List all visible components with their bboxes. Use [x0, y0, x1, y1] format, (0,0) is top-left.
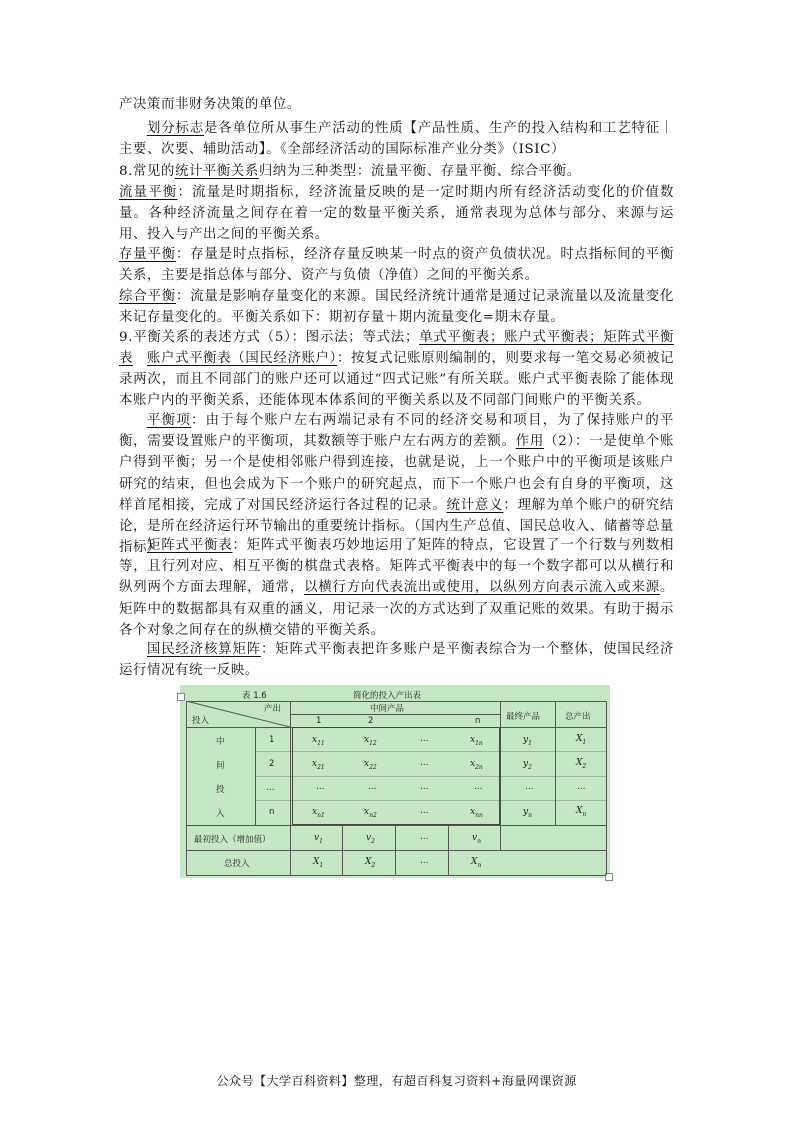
- rule: [186, 825, 606, 826]
- rule: [186, 850, 606, 851]
- cell-v1: $v_1$: [314, 833, 323, 845]
- paragraph-matrix-table: [119, 535, 674, 641]
- term-flow-balance: 流量平衡: [119, 185, 178, 200]
- text: ：由于每个账户左右两端记录有不同的经济交易和项目，为了保持账户的平衡，需要设置账户的平衡项，其数额等于账户左右两方的差额。: [119, 413, 674, 450]
- paragraph-continuation: [119, 94, 674, 115]
- term-balance-tables: 单式平衡表；账户式平衡表；矩阵式平衡表: [119, 330, 674, 367]
- corner-output-label: 产出: [264, 704, 282, 714]
- rule: [500, 701, 501, 825]
- corner-input-label: 投入: [192, 716, 210, 726]
- paragraph-item-8: [119, 161, 674, 182]
- text: ：流量是影响存量变化的来源。国民经济统计通常是通过记录流量以及流量变化来记存量变化的。平衡关系如下：期初存量＋期内流量变化=期末存量。: [119, 289, 674, 326]
- rule: [290, 714, 500, 715]
- text: 。矩阵中的数据都具有双重的涵义，用记录一次的方式达到了双重记账的效果。有助于揭示各个对象之间存在的纵横交错的平衡关系。: [119, 580, 674, 638]
- cell-total-Xn: $X_n$: [471, 857, 482, 869]
- term-account-table: 账户式平衡表（国民经济账户）: [147, 351, 337, 366]
- text: 归纳为三种类型：流量平衡、存量平衡、综合平衡。: [258, 164, 581, 179]
- text: ：流量是时期指标，经济流量反映的是一定时期内所有经济活动变化的价值数量。各种经济流量之间存在着一定的数量平衡关系，通常表现为总体与部分、来源与运用、投入与产出之间的平衡关系。: [119, 185, 674, 243]
- term-function: 作用: [515, 434, 545, 450]
- text: （2）：一是使单个账户得到平衡；另一个是使相邻账户得到连接，也就是说，上一个账户中的平衡项是该账户研究的结束，但也会成为下一个账户的研究起点，而下一个账户也会有自身的平衡项，这样首尾相接，完成了对国民经济运行各过程的记录。: [119, 434, 674, 513]
- term-matrix-table: 矩阵式平衡表: [147, 538, 233, 553]
- cell-ellipsis: …: [474, 782, 483, 792]
- cell-ellipsis: …: [420, 734, 429, 744]
- cell-X1: $X_1$: [576, 734, 587, 746]
- total-input-label: 总投入: [224, 859, 250, 869]
- cell-total-X2: $X_2$: [365, 857, 376, 869]
- cell-ellipsis: …: [316, 782, 325, 792]
- cell-ellipsis: …: [577, 782, 586, 792]
- paragraph-accounting-matrix: [119, 639, 674, 681]
- cell-ellipsis: …: [368, 782, 377, 792]
- cell-y2: $y_2$: [523, 759, 532, 771]
- text: ：存量是时点指标，经济存量反映某一时点的资产负债状况。时点指标间的平衡关系，主要是指总体与部分、资产与负债（净值）之间的平衡关系。: [119, 247, 674, 284]
- table-title: 简化的投入产出表: [353, 691, 422, 701]
- intermediate-products-header: 中间产品: [370, 704, 405, 714]
- cell-xn2: $x_{n2}$: [364, 807, 377, 819]
- text: 9.平衡关系的表述方式（5）：图示法；等式法；: [119, 330, 419, 345]
- text: 是各单位所从事生产活动的性质【产品性质、生产的投入结构和工艺特征｜主要、次要、辅助活动】。《全部经济活动的国际标准产业分类》（ISIC）: [119, 121, 674, 158]
- paragraph-account-table: [119, 348, 674, 412]
- term-comprehensive-balance: 综合平衡: [119, 289, 176, 304]
- term-statistical-meaning: 统计意义: [446, 497, 504, 513]
- rule: [555, 701, 556, 825]
- text: 8.常见的: [119, 164, 175, 179]
- table-move-handle-icon[interactable]: [177, 693, 185, 701]
- rule: [500, 825, 501, 850]
- col-header-n: n: [475, 716, 481, 726]
- text: ：理解为单个账户的研究结论，是所在经济运行环节输出的重要统计指标。（国内生产总值、国民总收入、储蓄等总量指标）: [119, 497, 674, 556]
- term-balancing-item: 平衡项: [147, 413, 191, 428]
- rule: [186, 701, 187, 875]
- rule: [342, 825, 343, 875]
- cell-Xn: $X_n$: [576, 806, 587, 818]
- rule: [290, 701, 291, 875]
- cell-v2: $v_2$: [366, 833, 375, 845]
- paragraph-classification: [119, 118, 674, 160]
- cell-x2n: $x_{2n}$: [470, 759, 483, 771]
- row-group-label: 投: [216, 785, 225, 795]
- cell-x12: $x_{12}$: [364, 735, 377, 747]
- cell-ellipsis: …: [420, 832, 429, 842]
- col-header-2: 2: [368, 716, 374, 726]
- cell-xnn: $x_{nn}$: [470, 807, 483, 819]
- text: ：矩阵式平衡表巧妙地运用了矩阵的特点，它设置了一个行数与列数相等，且行列对应、相互平衡的棋盘式表格。矩阵式平衡表中的每一个数字都可以从横行和纵列两个方面去理解，通常，: [119, 538, 674, 596]
- cell-total-X1: $X_1$: [313, 857, 324, 869]
- cell-x11: $x_{11}$: [312, 735, 325, 747]
- row-index: 1: [269, 735, 275, 745]
- total-output-header: 总产出: [565, 712, 591, 722]
- rule: [606, 701, 607, 875]
- row-group-label: 中: [216, 737, 225, 747]
- row-index: …: [266, 783, 275, 793]
- rule: [186, 875, 606, 876]
- rule: [448, 825, 449, 875]
- cell-vn: $v_n$: [472, 833, 481, 845]
- cell-ellipsis: …: [420, 856, 429, 866]
- row-group-label: 间: [216, 761, 225, 771]
- paragraph-flow-balance: [119, 182, 674, 246]
- row-index: 2: [269, 759, 275, 769]
- cell-y1: $y_1$: [523, 735, 532, 747]
- cell-x1n: $x_{1n}$: [470, 735, 483, 747]
- text: ：矩阵式平衡表把许多账户是平衡表综合为一个整体，使国民经济运行情况有统一反映。: [119, 642, 674, 679]
- table-label: 表 1.6: [242, 691, 267, 701]
- term-stock-balance: 存量平衡: [119, 247, 176, 262]
- cell-x22: $x_{22}$: [364, 759, 377, 771]
- paragraph-comprehensive-balance: [119, 286, 674, 328]
- value-added-label: 最初投入（增加值）: [194, 835, 271, 845]
- row-group-label: 入: [216, 809, 225, 819]
- rule: [395, 825, 396, 875]
- final-products-header: 最终产品: [506, 712, 541, 722]
- input-output-table: [180, 685, 610, 878]
- text: ：按复式记账原则编制的，则要求每一笔交易必须被记录两次，而且不同部门的账户还可以通过“四式记账”有所关联。账户式平衡表除了能体现本账户内的平衡关系，还能体现本体系间的平衡关系以及不同部门间账户的平衡关系。: [119, 351, 674, 409]
- col-header-1: 1: [316, 716, 322, 726]
- cell-ellipsis: …: [525, 782, 534, 792]
- cell-xn1: $x_{n1}$: [312, 807, 325, 819]
- term-accounting-matrix: 国民经济核算矩阵: [147, 642, 261, 657]
- text-underlined: 以横行方向代表流出或使用，以纵列方向表示流入或来源: [304, 580, 660, 596]
- cell-x21: $x_{21}$: [312, 759, 325, 771]
- term-classification: 划分标志: [147, 121, 204, 136]
- cell-ellipsis: …: [420, 806, 429, 816]
- cell-ellipsis: …: [420, 758, 429, 768]
- text: 产决策而非财务决策的单位。: [119, 97, 301, 112]
- cell-ellipsis: …: [420, 782, 429, 792]
- cell-X2: $X_2$: [576, 758, 587, 770]
- paragraph-stock-balance: [119, 244, 674, 286]
- page-footer: 公众号【大学百科资料】整理，有超百科复习资料+海量网课资源: [216, 1074, 577, 1088]
- cell-yn: $y_n$: [523, 807, 532, 819]
- row-index: n: [269, 807, 275, 817]
- term-balance-relations: 统计平衡关系: [174, 164, 259, 179]
